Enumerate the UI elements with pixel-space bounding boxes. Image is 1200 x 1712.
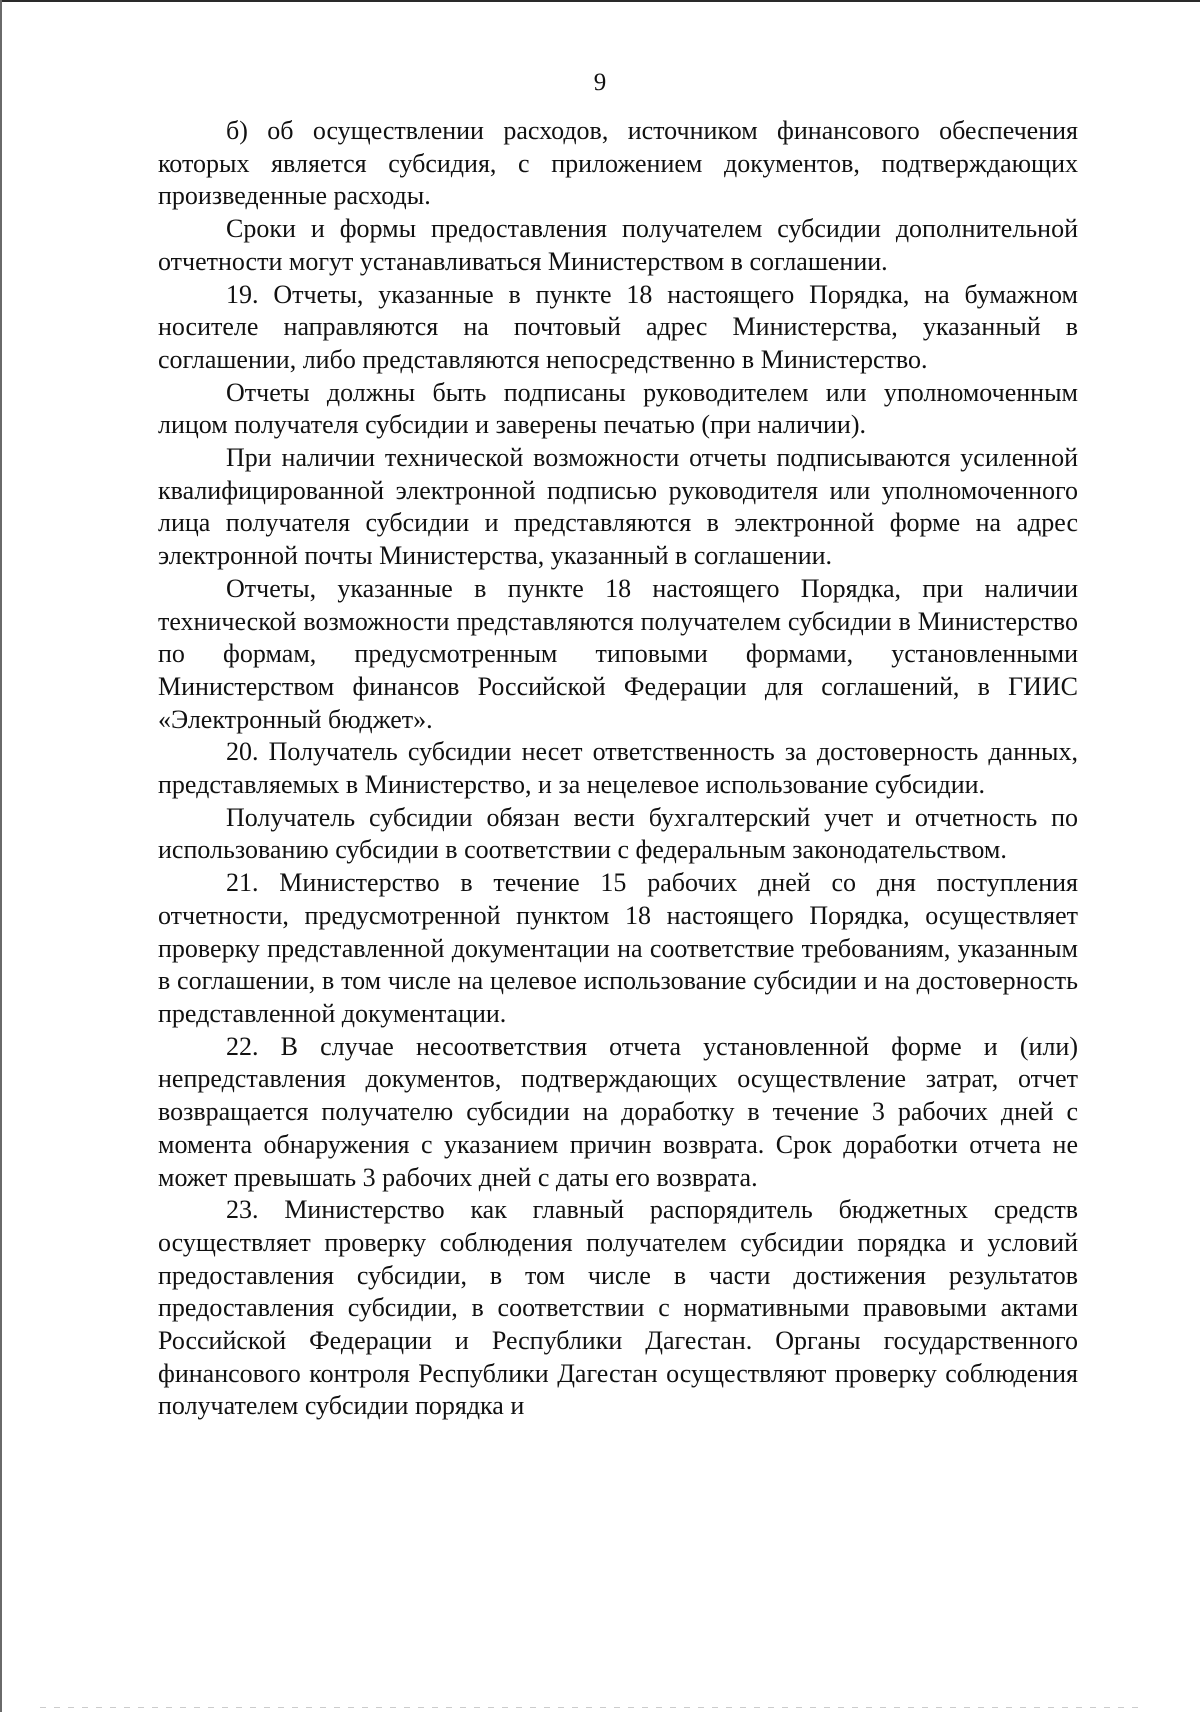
paragraph-giis-forms: Отчеты, указанные в пункте 18 настоящего Порядка, при наличии технической возможности представляются получателем субсидии в Министерство по формам, предусмотренным типовыми формами, установленными Министерством финансов Российской Федерации для соглашений, в ГИИС «Электронный бюджет».	[158, 573, 1078, 734]
scan-edge-top	[0, 0, 1200, 2]
page-number: 9	[593, 69, 607, 96]
paragraph-20-responsibility: 20. Получатель субсидии несет ответственность за достоверность данных, представляемых в Министерство, и за нецелевое использование субсидии.	[158, 737, 1078, 800]
paragraph-23-control: 23. Министерство как главный распорядитель бюджетных средств осуществляет проверку соблюдения получателем субсидии порядка и условий предоставления субсидии, в том числе в части достижения результатов предоставления субсидии, в соответствии с нормативными правовыми актами Российской Федерации и Республики Дагестан. Органы государственного финансового контроля Республики Дагестан осуществляют проверку соблюдения получателем субсидии порядка и	[158, 1195, 1078, 1421]
scan-edge-bottom	[40, 1707, 1140, 1708]
paragraph-additional-reporting: Сроки и формы предоставления получателем субсидии дополнительной отчетности могут устанавливаться Министерством в соглашении.	[158, 214, 1078, 276]
paragraph-electronic-signature: При наличии технической возможности отчеты подписываются усиленной квалифицированной электронной подписью руководителя или уполномоченного лица получателя субсидии и представляются в электронной форме на адрес электронной почты Министерства, указанный в соглашении.	[158, 443, 1078, 571]
paragraph-b-expenses: б) об осуществлении расходов, источником финансового обеспечения которых является субсидия, с приложением документов, подтверждающих произведенные расходы.	[158, 116, 1078, 211]
paragraph-reports-signature: Отчеты должны быть подписаны руководителем или уполномоченным лицом получателя субсидии и заверены печатью (при наличии).	[158, 377, 1078, 440]
paragraph-19-reports-delivery: 19. Отчеты, указанные в пункте 18 настоящего Порядка, на бумажном носителе направляются на почтовый адрес Министерства, указанный в соглашении, либо представляются непосредственно в Министерство.	[158, 279, 1078, 374]
document-body	[158, 115, 1078, 1423]
paragraph-accounting: Получатель субсидии обязан вести бухгалтерский учет и отчетность по использованию субсидии в соответствии с федеральным законодательством.	[158, 802, 1078, 865]
paragraph-22-nonconformity: 22. В случае несоответствия отчета установленной форме и (или) непредставления документов, подтверждающих осуществление затрат, отчет возвращается получателю субсидии на доработку в течение 3 рабочих дней с момента обнаружения с указанием причин возврата. Срок доработки отчета не может превышать 3 рабочих дней с даты его возврата.	[158, 1031, 1078, 1192]
scan-edge-left	[0, 0, 2, 1712]
paragraph-21-verification: 21. Министерство в течение 15 рабочих дней со дня поступления отчетности, предусмотренной пунктом 18 настоящего Порядка, осуществляет проверку представленной документации на соответствие требованиям, указанным в соглашении, в том числе на целевое использование субсидии и на достоверность представленной документации.	[158, 868, 1078, 1028]
